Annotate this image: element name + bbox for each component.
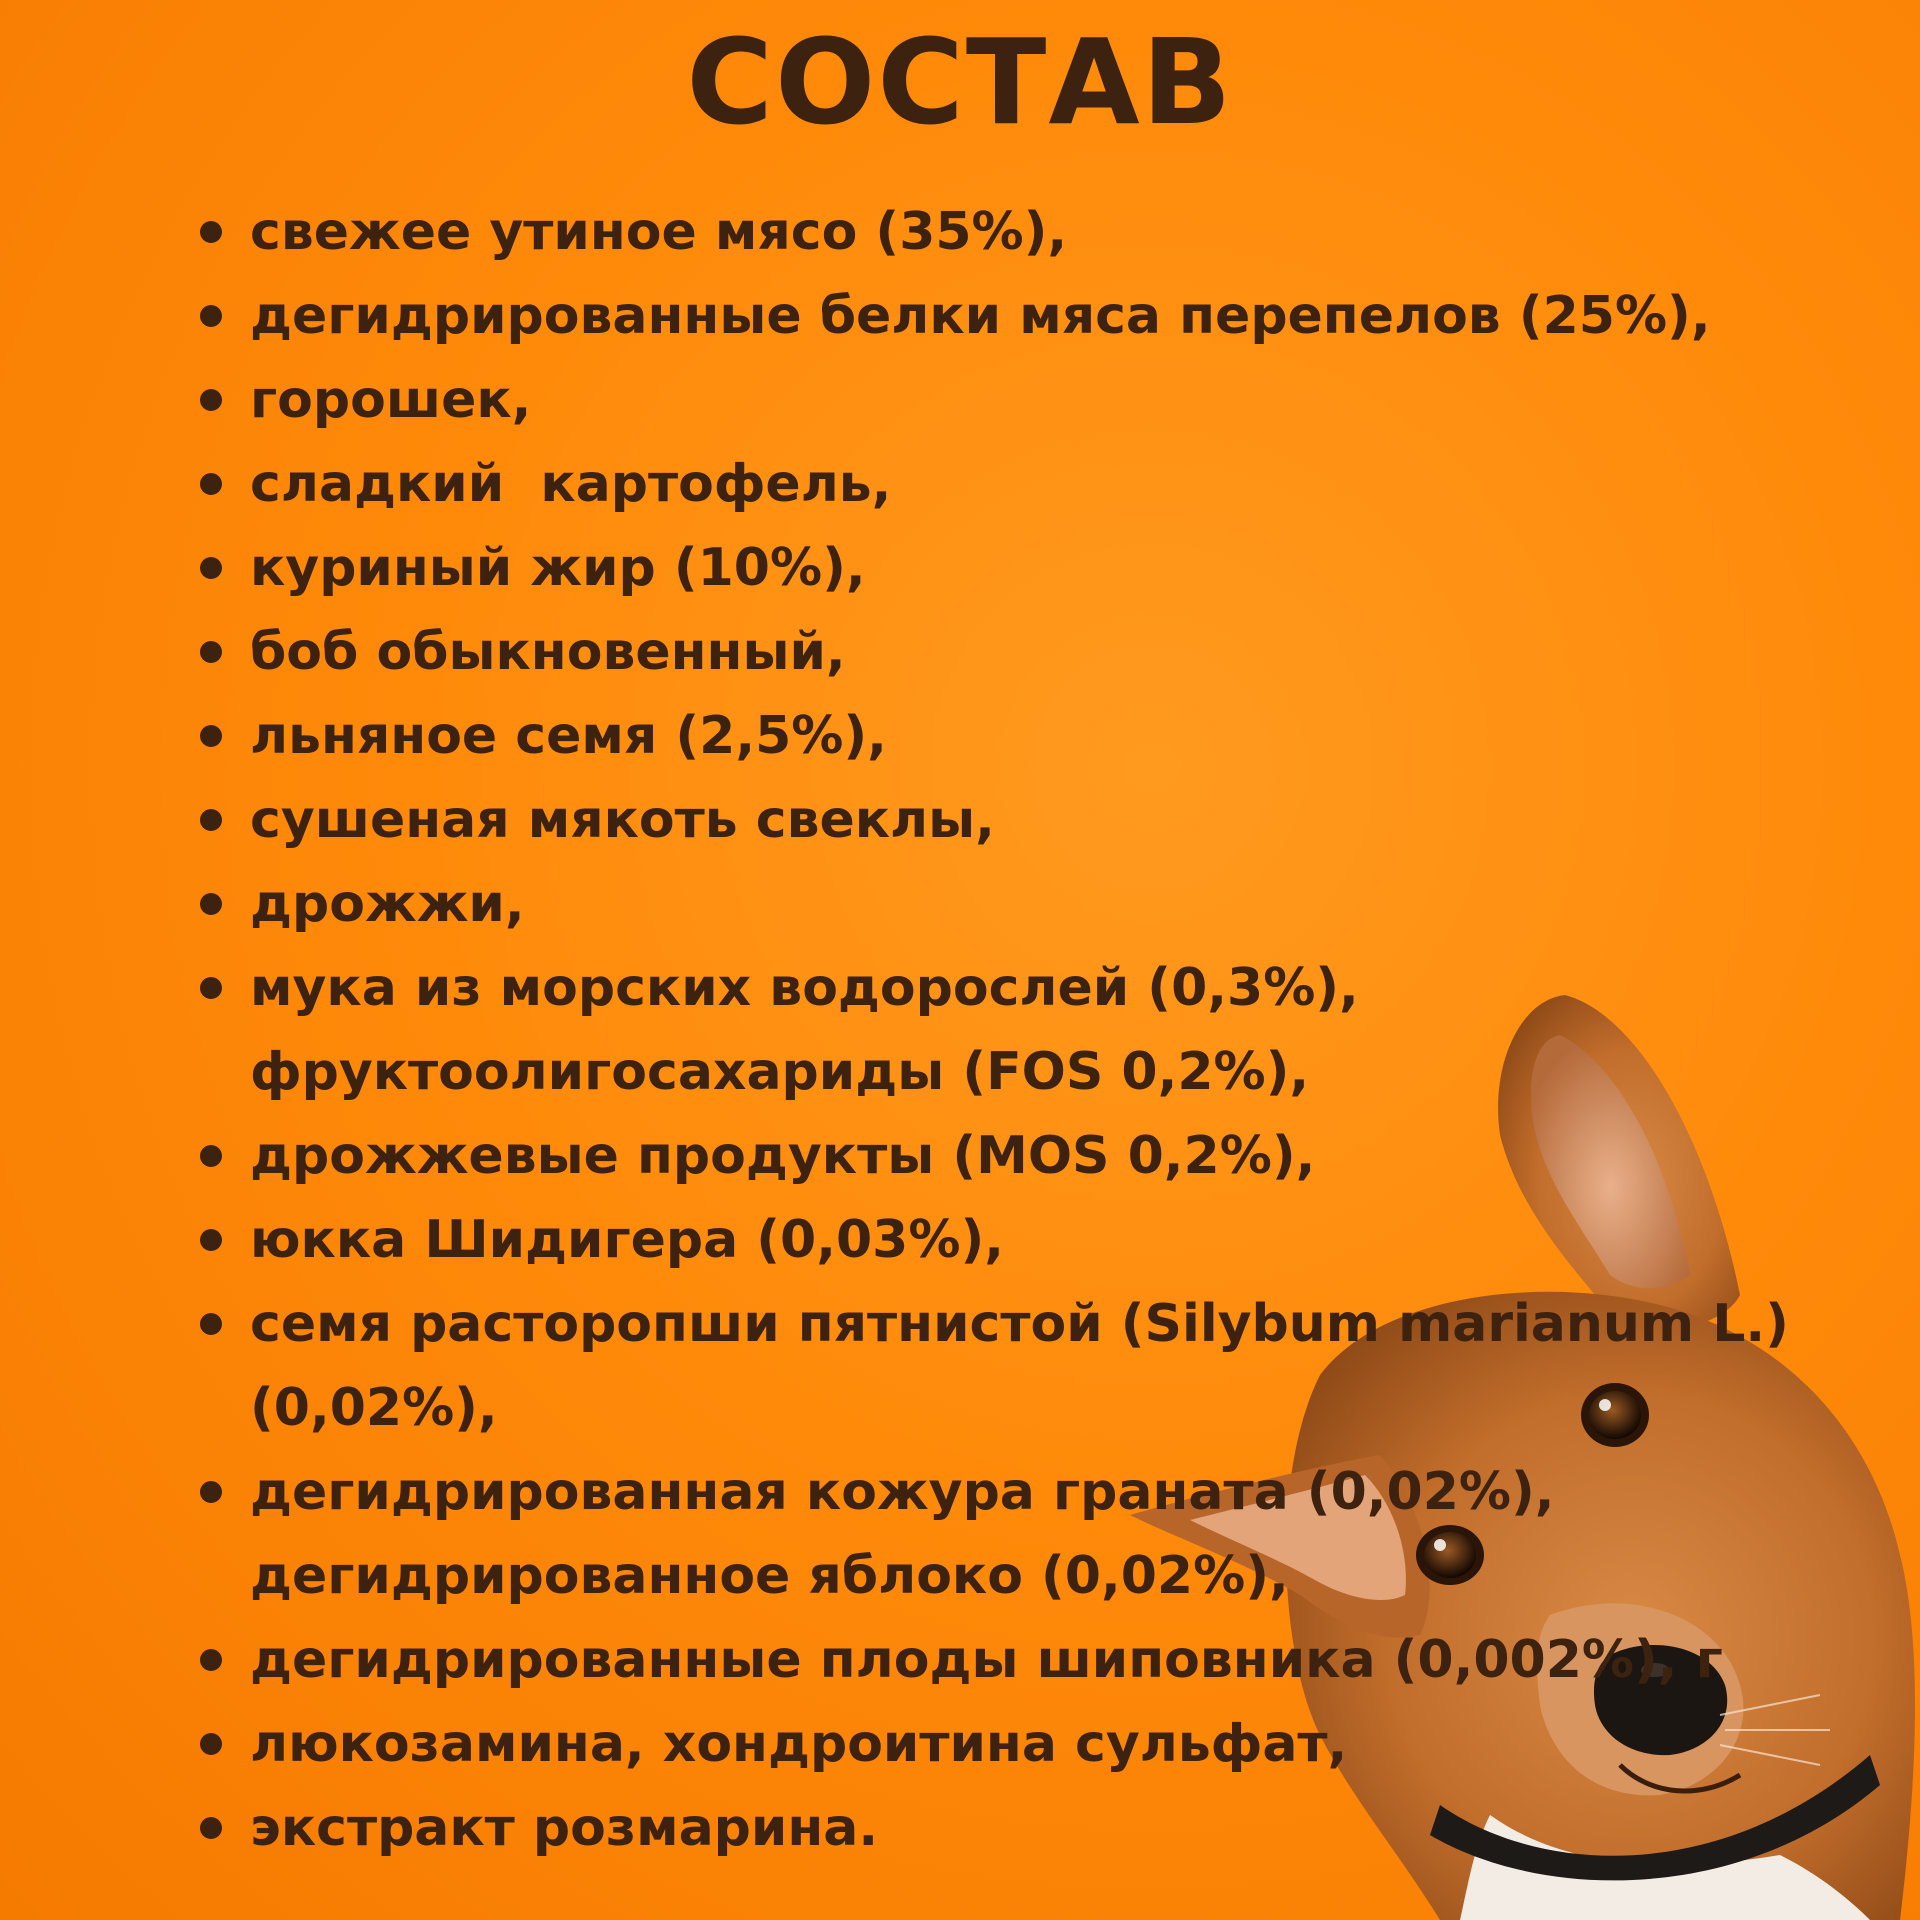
bullet-icon [200, 1733, 222, 1755]
bullet-icon [200, 1817, 222, 1839]
ingredient-item: куриный жир (10%), [0, 526, 1920, 610]
ingredient-item-continued: дегидрированное яблоко (0,02%), [250, 1546, 1289, 1606]
ingredient-item: дегидрированные белки мяса перепелов (25%), [0, 274, 1920, 358]
bullet-icon [200, 977, 222, 999]
bullet-icon [200, 641, 222, 663]
ingredient-item: сушеная мякоть свеклы, [0, 778, 1920, 862]
ingredient-item: дегидрированные плоды шиповника (0,002%), г [0, 1618, 1920, 1702]
bullet-icon [200, 305, 222, 327]
bullet-icon [200, 1229, 222, 1251]
bullet-icon [200, 1481, 222, 1503]
bullet-icon [200, 389, 222, 411]
ingredient-list [0, 190, 1920, 1870]
ingredient-item: юкка Шидигера (0,03%), [0, 1198, 1920, 1282]
bullet-icon [200, 473, 222, 495]
ingredient-item: боб обыкновенный, [0, 610, 1920, 694]
ingredient-item: свежее утиное мясо (35%), [0, 190, 1920, 274]
ingredient-item: дегидрированная кожура граната (0,02%), [0, 1450, 1920, 1534]
ingredient-item: семя расторопши пятнистой (Silybum marianum L.) [0, 1282, 1920, 1366]
ingredient-item-continued: (0,02%), [250, 1378, 498, 1438]
bullet-icon [200, 1145, 222, 1167]
ingredient-item: дрожжевые продукты (MOS 0,2%), [0, 1114, 1920, 1198]
ingredient-item: люкозамина, хондроитина сульфат, [0, 1702, 1920, 1786]
bullet-icon [200, 809, 222, 831]
bullet-icon [200, 221, 222, 243]
bullet-icon [200, 1313, 222, 1335]
ingredient-item: горошек, [0, 358, 1920, 442]
bullet-icon [200, 893, 222, 915]
ingredient-item: сладкий картофель, [0, 442, 1920, 526]
ingredient-item: экстракт розмарина. [0, 1786, 1920, 1870]
ingredient-item: льняное семя (2,5%), [0, 694, 1920, 778]
ingredient-item-continued: фруктоолигосахариды (FOS 0,2%), [250, 1042, 1310, 1102]
bullet-icon [200, 725, 222, 747]
page-title: СОСТАВ [686, 13, 1234, 151]
ingredient-item: дрожжи, [0, 862, 1920, 946]
ingredient-item: мука из морских водорослей (0,3%), [0, 946, 1920, 1030]
bullet-icon [200, 557, 222, 579]
bullet-icon [200, 1649, 222, 1671]
